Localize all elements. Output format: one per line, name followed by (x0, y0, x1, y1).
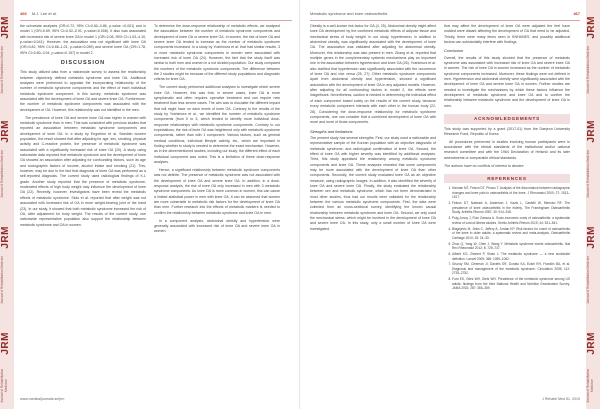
text-column-2 (154, 24, 280, 237)
footer-url[interactable]: www.medicaljournals.se/jrm (20, 397, 65, 401)
section-heading-references: REFERENCES (444, 174, 570, 183)
paragraph: The prevalence of knee OA and severe knee OA was higher in women with metabolic syndrome than in men. This was consistent with previous studies that reported an association between metabolic syndrome components and development of knee OA. In a study by Engström et al. Swedish women population, the result showed that after adjusting for age, sex, smoking, physical activity and C-reactive protein, the presence of metabolic syndrome was associated with a significantly increased risk of knee OA (20). A study using nationwide data reported that metabolic syndrome and the development of knee OA showed an association after adjusting for confounding factors, such as age and sociographic factors of income, alcohol intake and smoking (21). This, however, may be due to the fact that diagnosis of knee OA was performed as a self-reported diagnosis. The current study used radiological findings of K-L grade. Another study reported that the presence of metabolic syndrome, moderated effects of high body weight may influence the development of knee OA (22). Recently, however, investigators have been reveal the metabolic effects of metabolic syndrome. Sluis et al. reported that after weight was not associated with increased risk of OA in more weight-bearing joint of the hand (23). In our study, it showed that both metabolic syndrome increased the risk of OA, after adjustment for body weight. The results of the current study, one nationwide representative population also support the relationship between metabolic syndrome and OA in women. (20, 115, 146, 227)
running-head: Metabolic syndrome and knee osteoarthritis (310, 11, 388, 16)
paragraph: Hence, a significant relationship between metabolic syndrome components was not definite. The presence of metabolic syndrome was not associated with the development of knee OA and severe knee OA. In addition, in a dose-response analysis, the risk of knee OA only increased in men with 3 metabolic syndrome components. As knee OA is more common in women, this can cause a limited statistical power in men with knee OA, it can be assumed that women are more vulnerable to metabolic risk factors for the development of knee OA than men. Further research into the effects of metabolic markers is needed to confirm the relationship between metabolic syndrome and knee OA in men. (154, 167, 280, 215)
band-logo: JRM (586, 120, 597, 143)
paragraph: The authors have no conflicts of interest to declare. (444, 163, 525, 168)
subheading-strengths: Strengths and limitations (310, 128, 353, 134)
band-logo: JRM (586, 226, 597, 249)
paragraph: Obesity is a well-known risk factor for OA (4, 25). Abdominal obesity might affect knee OA development by the combined metabolic effects of adipose tissue and mechanical stress of body weight. In our study, hypertension, in addition to abdominal obesity, was significantly associated with the development of knee OA. The association was validated after adjusting for abdominal obesity. Moreover, this relationship was also present in men. Zhang et al. reported that multiple genes in the complementary systemic mechanisms play an important role in the association between hypertension and knee OA (26). Yoshimura et al. also clarified that hypertension was significantly associated with the occurrence of knee OA and vice versa (25, 27). Other metabolic syndrome components apart from abdominal obesity and hypertension, showed a significant association with the development of knee OA in any adjusted models. However, after adjusting for all confounding factors in model 2, the effects were insignificant. Nevertheless, caution is needed in determining the individual effect of each component based solely on the results of the current study, because every metabolic component interacts with each other in the human body (22, 28). Considering the dose-response relationship for metabolic syndrome components, one can consider that a combined development of knee OA with more and more of those components. (310, 24, 436, 125)
reference-item: 1. Hannan MT, Felson DT, Pincus T. Analysis of the discordance between radiographic changes and knee pain in osteoarthritis of the knee. J Rheumatol 2000; 27: 1513–1517. (452, 186, 570, 200)
page-number: 467 (573, 11, 580, 16)
paragraph: This study was supported by a grant (2017-01) from the Daejeon University Research Fund, Republic of Korea. (444, 126, 570, 136)
reference-item: 5. Zhuo Q, Yang W, Chen J, Wang Y. Metabolic syndrome meets osteoarthritis. Nat Rev Rheumatol 2012; 8: 729–737. (452, 242, 570, 251)
band-logo: JRM (0, 16, 11, 39)
footer-citation: J Rehabil Med 51, 2019 (542, 397, 580, 401)
band-journal-name: Journal of Rehabilitation Medicine (0, 256, 4, 304)
reference-item: 3. Puig-Junoy J, Ruiz Zamora A. Socio-economic costs of osteoarthritis: a systematic review of cost-of-illness studies. Semin Arthritis Rheum 2015; 44: 531–541. (452, 216, 570, 225)
reference-item: 6. Alberti KG, Zimmet P, Shaw J. The metabolic syndrome — a new worldwide definition. Lancet 2005; 366: 1059–1062. (452, 252, 570, 261)
paragraph: All procedures performed in studies involving human participants were in accordance with the ethical standards of the institutional and/or national research committee and with the 1964 Declaration of Helsinki and its later amendments or comparable ethical standards. (444, 139, 570, 160)
text-column-1 (20, 24, 146, 230)
reference-item: 7. Grundy SM, Cleeman JI, Daniels SR, Donato KA, Eckel RH, Franklin BA, et al. Diagnosis and management of the metabolic syndrome. Circulation 2005; 112: 2735–2752. (452, 262, 570, 276)
running-header (20, 9, 292, 19)
right-page (300, 0, 600, 409)
paragraph: The present study has several strengths. First, our study used a nationwide and representative sample of the Korean population with an objective diagnostic of metabolic syndrome, and radiological confirmation of knee OA. Second, the effect of knee OA with higher severity was identified by additional analyses. Third, this study appraised the relationship among metabolic syndrome components and knee OA. These analyses revealed that some components may be more associated with the development of knee OA than other components. Secondly, the current study evaluated knee OA as an objective measure, using radiographic images. In addition, it also identified the severity of knee OA and severe knee OA. Finally, the study evaluated the relationship between sex and metabolic syndrome, which has not been demonstrated in most other studies, thus had our results were validated for the relationship between the various metabolic syndrome components. First, the data were collected from an cross-sectional survey, identifying the known causal relationship between metabolic syndrome and knee OA. Second, we only used the mechanical stress, which might be involved in the development of knee OA and severe knee OA. In this study, only a small number of knee OA were investigated. (310, 135, 436, 231)
text-column-2 (444, 24, 570, 292)
band-journal-name: Journal of Rehabilitation Medicine (586, 150, 590, 198)
section-heading-acknowledgements: ACKNOWLEDGEMENTS (444, 114, 570, 123)
band-journal-name: Journal of Rehabilitation Medicine (0, 150, 4, 198)
header-rule (310, 20, 580, 21)
header-rule (20, 20, 292, 21)
paragraph: To determine the dose-response relationship of metabolic effects, we analysed the association between the number of metabolic syndrome components and development of knee OA or severe knee OA. In women, the risk of knee OA and severe knee OA tended to increase as the number of metabolic syndrome components increased. In a study by Yoshimura et al. that had similar results, 3 or more metabolic syndrome components in women were associated with increased risk of knee OA (24). However, the fact that the study itself was similar to both men and women in a not divided population. Our study compared the numbers of the metabolic syndrome components. The difference between the 2 studies might be because of the different study populations and diagnostic criteria for knee OA. (154, 24, 280, 82)
reference-item: 4. Blagojevic M, Jinks C, Jeffery A, Jordan KP. Risk factors for onset of osteoarthritis of the knee in older adults: a systematic review and meta-analysis. Osteoarthritis Cartilage 2010; 18: 24–33. (452, 227, 570, 241)
text-column-1 (310, 24, 436, 235)
band-logo: JRM (586, 16, 597, 39)
band-journal-name: Journal of Rehabilitation Medicine (586, 46, 590, 94)
side-band-left (0, 0, 14, 409)
paragraph: that may affect the development of knee OA were adjusted the feet have nodded were distant affecting the development of OA that need to be adjusted. Thirdly, there were many items seen in KNHANES, and possibly additional factors can substantially interfere with findings. (444, 24, 570, 45)
band-journal-name: Journal of Rehabilitation Medicine (586, 256, 590, 304)
subheading-conclusion: Conclusion (444, 48, 464, 54)
band-journal-name: Journal of Rehabilitation Medicine (0, 368, 8, 403)
band-logo: JRM (0, 226, 11, 249)
band-journal-name: Journal of Rehabilitation Medicine (0, 46, 4, 94)
reference-list (444, 186, 570, 291)
running-header (310, 9, 580, 19)
band-logo: JRM (586, 332, 597, 355)
reference-item: 2. Felson DT, Naimark A, Anderson J, Kazis L, Castelli W, Meenan RF. The prevalence of knee osteoarthritis in the elderly. The Framingham Osteoarthritis Study. Arthritis Rheum 1987; 30: 914–918. (452, 201, 570, 215)
paragraph: the univariate analyses (OR=0.72, 95% CI=0.60–0.86, p-value <0.001) and in model 1 (OR=0.69, 95% CI=0.52–0.91, p-value=0.008). It also was associated with increased risk of severe knee OA in model 1 (OR=2.08, 95% CI=1.03–4.19, p-value=0.041). However, the association was not significant with knee OA (OR=0.82, 95% CI=0.66–1.01, p-value=0.059) and severe knee OA (OR=1.78, 95% CI=0.80–3.94, p-value=0.157) in model 2. (20, 24, 146, 55)
reference-item: 8. Ford ES, Giles WH, Dietz WH. Prevalence of the metabolic syndrome among US adults: findings from the third National Health and Nutrition Examination Survey. JAMA 2002; 287: 356–359. (452, 277, 570, 291)
paragraph: In a component analysis, abdominal obesity and hypertension were generally associated with increased risk of knee OA and severe knee OA in women. (154, 218, 280, 234)
band-journal-name: Journal of Rehabilitation Medicine (586, 368, 594, 403)
paragraph: The current study performed additional analyses to investigate which severe knee OA. However, this was that, in severe cases, knee OA is more symptomatic and often requires operative treatment and can require new treatment than less severe cases. The aim was to elucidate the different impact that will might have on each levels of knee OA. Contrary to the results of the study by Yoshimura et al., we identified the number of metabolic syndrome components (from 0 to 5, which tended to identify more individual dose-response relationships with metabolic syndrome components. Contrary to our expectations, the risk of knee OA was heightened only with metabolic syndrome components, rather than with 1 component. Various factors, such as general medical conditions, individual lifestyle activity, etc., which are important in finding whether to study is needed to determine the exact mechanism. However, as in the aforementioned studies, including our study, the different effect of each individual component was noted. This is a limitation of these dose-response analyses. (154, 85, 280, 165)
page-number: 466 (20, 11, 27, 16)
band-logo: JRM (0, 120, 11, 143)
band-logo: JRM (0, 332, 11, 355)
paragraph: Overall, the results of this study showed that the presence of metabolic syndrome was associated with increased risk of knee OA and severe knee OA in women. The risk of knee OA in women increased as the number of metabolic syndrome components increased. Moreover, these findings were not defined in men. Hypertension and abdominal obesity were significantly associated with the development of knee OA and severe knee OA in women. Further studies are needed to investigate the mechanisms by which these factors influence the development of metabolic syndrome and knee OA and to confirm the relationship between metabolic syndrome and the development of knee OA in men. (444, 55, 570, 108)
side-band-right (586, 0, 600, 409)
section-heading-discussion: DISCUSSION (60, 60, 106, 67)
paragraph: This study utilized data from a nationwide survey to assess the relationship between objectively defined metabolic syndrome and knee OA. Additional analyses were performed to appraise the incorporating relationship of the number of metabolic syndrome components and the effect of each individual metabolic syndrome component. In this survey, metabolic syndrome was associated with the development of knee OA and severe knee OA. Furthermore, the number of metabolic syndrome components was associated with the development of OA. However, this relationship was not identified in the men. (20, 70, 146, 112)
running-head: M.J. Lee et al. (31, 11, 57, 16)
